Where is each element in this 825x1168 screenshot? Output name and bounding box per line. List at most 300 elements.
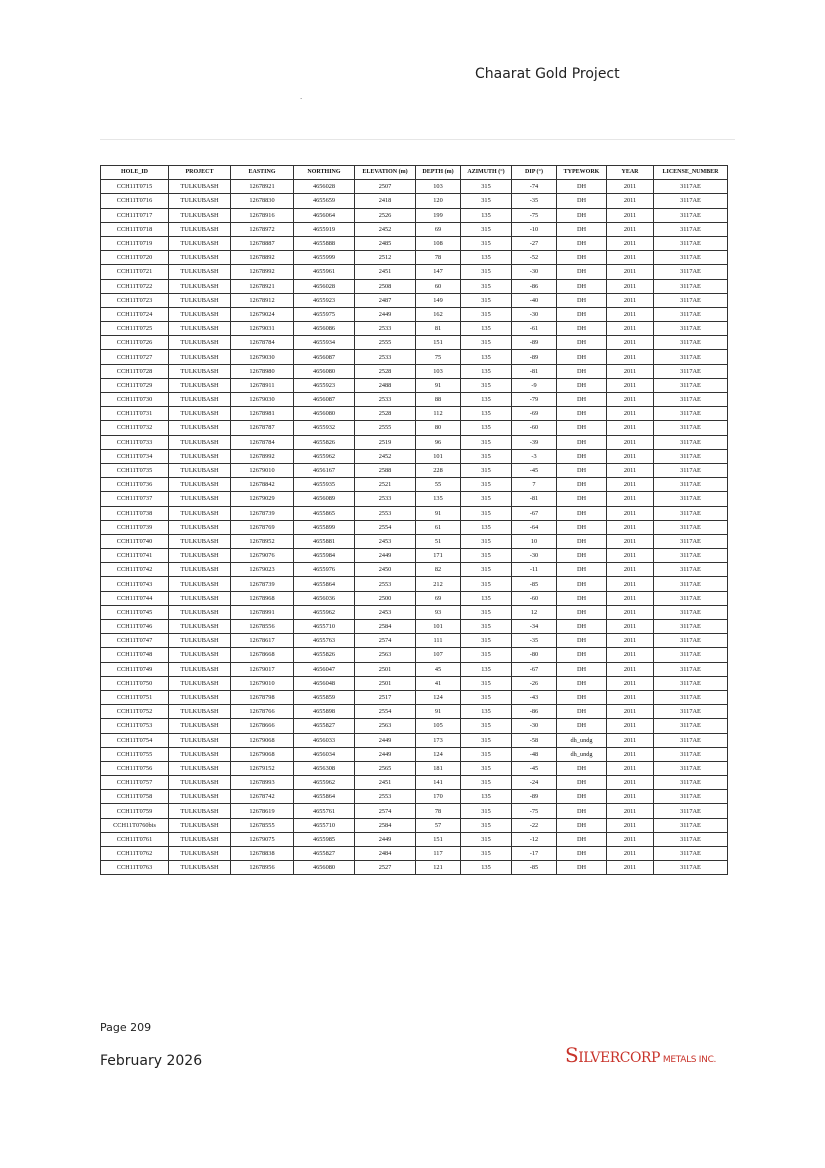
table-cell: CCH11T0726 (101, 336, 169, 350)
table-row (101, 832, 728, 846)
table-cell: 3117AE (654, 435, 728, 449)
table-cell: 12 (512, 605, 557, 619)
table-cell: 170 (416, 790, 461, 804)
table-cell: CCH11T0763 (101, 861, 169, 875)
table-cell: TULKUBASH (169, 861, 231, 875)
table-cell: CCH11T0743 (101, 577, 169, 591)
table-cell: TULKUBASH (169, 705, 231, 719)
table-cell: 315 (461, 463, 512, 477)
table-row (101, 776, 728, 790)
table-cell: CCH11T0728 (101, 364, 169, 378)
table-cell: 3117AE (654, 322, 728, 336)
table-cell: DH (557, 463, 607, 477)
table-cell: 2011 (607, 322, 654, 336)
table-row (101, 449, 728, 463)
page-number: Page 209 (100, 1021, 152, 1034)
table-cell: 2584 (355, 818, 416, 832)
table-cell: TULKUBASH (169, 605, 231, 619)
table-cell: DH (557, 350, 607, 364)
table-cell: 3117AE (654, 705, 728, 719)
table-cell: DH (557, 421, 607, 435)
table-cell: 3117AE (654, 577, 728, 591)
table-cell: 2011 (607, 350, 654, 364)
table-cell: TULKUBASH (169, 322, 231, 336)
table-cell: 4655865 (294, 506, 355, 520)
table-cell: 12678921 (231, 180, 294, 194)
table-cell: CCH11T0761 (101, 832, 169, 846)
table-cell: 3117AE (654, 761, 728, 775)
table-cell: 12678992 (231, 265, 294, 279)
table-cell: 2588 (355, 463, 416, 477)
table-cell: 4655985 (294, 832, 355, 846)
table-row (101, 520, 728, 534)
table-cell: TULKUBASH (169, 492, 231, 506)
table-cell: 2452 (355, 449, 416, 463)
table-cell: 3117AE (654, 591, 728, 605)
table-row (101, 705, 728, 719)
table-cell: 12678830 (231, 194, 294, 208)
table-cell: 78 (416, 251, 461, 265)
table-cell: 12678742 (231, 790, 294, 804)
table-row (101, 265, 728, 279)
table-cell: 2533 (355, 393, 416, 407)
table-cell: 2011 (607, 705, 654, 719)
table-cell: 3117AE (654, 662, 728, 676)
table-cell: 2011 (607, 307, 654, 321)
table-cell: TULKUBASH (169, 208, 231, 222)
table-cell: 2011 (607, 407, 654, 421)
table-cell: 81 (416, 322, 461, 336)
table-cell: 2485 (355, 236, 416, 250)
table-cell: 12678981 (231, 407, 294, 421)
table-cell: -17 (512, 847, 557, 861)
table-cell: DH (557, 208, 607, 222)
table-cell: TULKUBASH (169, 180, 231, 194)
table-cell: 12678556 (231, 620, 294, 634)
table-cell: 4656086 (294, 322, 355, 336)
table-cell: 4655827 (294, 847, 355, 861)
table-cell: CCH11T0727 (101, 350, 169, 364)
table-cell: DH (557, 832, 607, 846)
table-cell: TULKUBASH (169, 776, 231, 790)
table-cell: 199 (416, 208, 461, 222)
table-cell: -60 (512, 421, 557, 435)
table-cell: 151 (416, 336, 461, 350)
column-header: ELEVATION (m) (355, 166, 416, 180)
table-cell: 228 (416, 463, 461, 477)
table-cell: CCH11T0747 (101, 634, 169, 648)
table-cell: 12678784 (231, 336, 294, 350)
table-cell: 2517 (355, 690, 416, 704)
table-cell: 3117AE (654, 790, 728, 804)
table-cell: 315 (461, 563, 512, 577)
table-cell: 315 (461, 236, 512, 250)
table-row (101, 194, 728, 208)
silvercorp-logo (565, 1043, 716, 1067)
table-cell: -79 (512, 393, 557, 407)
table-cell: 2011 (607, 336, 654, 350)
table-cell: 3117AE (654, 336, 728, 350)
table-row (101, 236, 728, 250)
table-cell: 117 (416, 847, 461, 861)
table-row (101, 350, 728, 364)
table-cell: 2533 (355, 350, 416, 364)
table-cell: 2563 (355, 719, 416, 733)
table-cell: 3117AE (654, 279, 728, 293)
table-cell: 4655826 (294, 648, 355, 662)
table-row (101, 591, 728, 605)
table-row (101, 407, 728, 421)
table-cell: 4655881 (294, 534, 355, 548)
table-body (101, 180, 728, 875)
table-cell: 12678668 (231, 648, 294, 662)
page-header-title: Chaarat Gold Project (475, 66, 620, 82)
table-cell: TULKUBASH (169, 478, 231, 492)
table-cell: 2011 (607, 520, 654, 534)
table-cell: 2533 (355, 322, 416, 336)
table-cell: 12678798 (231, 690, 294, 704)
table-cell: 4656028 (294, 180, 355, 194)
table-cell: CCH11T0736 (101, 478, 169, 492)
table-row (101, 605, 728, 619)
table-cell: 2011 (607, 747, 654, 761)
table-cell: 69 (416, 591, 461, 605)
table-cell: 4655710 (294, 818, 355, 832)
table-cell: 2011 (607, 662, 654, 676)
table-cell: TULKUBASH (169, 506, 231, 520)
table-cell: 3117AE (654, 421, 728, 435)
table-cell: CCH11T0719 (101, 236, 169, 250)
table-cell: 3117AE (654, 492, 728, 506)
table-cell: -35 (512, 634, 557, 648)
table-cell: -35 (512, 194, 557, 208)
table-cell: TULKUBASH (169, 421, 231, 435)
table-cell: -85 (512, 577, 557, 591)
table-cell: 88 (416, 393, 461, 407)
table-cell: -34 (512, 620, 557, 634)
table-cell: TULKUBASH (169, 620, 231, 634)
table-cell: TULKUBASH (169, 336, 231, 350)
table-cell: 2507 (355, 180, 416, 194)
table-cell: DH (557, 435, 607, 449)
table-cell: -67 (512, 662, 557, 676)
table-cell: DH (557, 492, 607, 506)
table-cell: 61 (416, 520, 461, 534)
table-cell: TULKUBASH (169, 194, 231, 208)
table-cell: TULKUBASH (169, 222, 231, 236)
table-row (101, 676, 728, 690)
table-cell: DH (557, 662, 607, 676)
table-cell: -52 (512, 251, 557, 265)
table-cell: 2011 (607, 733, 654, 747)
table-cell: TULKUBASH (169, 307, 231, 321)
table-cell: DH (557, 690, 607, 704)
table-cell: 2553 (355, 790, 416, 804)
table-cell: 2555 (355, 421, 416, 435)
table-cell: 12678916 (231, 208, 294, 222)
table-cell: 315 (461, 194, 512, 208)
table-cell: 2449 (355, 747, 416, 761)
table-cell: TULKUBASH (169, 733, 231, 747)
table-cell: DH (557, 322, 607, 336)
table-cell: 4656308 (294, 761, 355, 775)
table-cell: 112 (416, 407, 461, 421)
table-row (101, 322, 728, 336)
table-cell: 12679023 (231, 563, 294, 577)
table-cell: -3 (512, 449, 557, 463)
table-cell: 2011 (607, 761, 654, 775)
table-cell: 3117AE (654, 563, 728, 577)
table-cell: -30 (512, 265, 557, 279)
table-row (101, 364, 728, 378)
table-cell: DH (557, 222, 607, 236)
table-cell: -81 (512, 364, 557, 378)
table-cell: 2011 (607, 265, 654, 279)
table-cell: 12679017 (231, 662, 294, 676)
table-cell: 315 (461, 435, 512, 449)
table-row (101, 577, 728, 591)
table-cell: 315 (461, 648, 512, 662)
table-cell: TULKUBASH (169, 634, 231, 648)
table-cell: DH (557, 307, 607, 321)
table-row (101, 463, 728, 477)
table-cell: -58 (512, 733, 557, 747)
table-cell: 3117AE (654, 449, 728, 463)
table-cell: 135 (461, 350, 512, 364)
table-cell: 135 (461, 861, 512, 875)
table-cell: -22 (512, 818, 557, 832)
table-row (101, 251, 728, 265)
table-cell: 3117AE (654, 847, 728, 861)
table-cell: 315 (461, 492, 512, 506)
table-cell: 135 (461, 662, 512, 676)
table-cell: 2011 (607, 861, 654, 875)
table-cell: CCH11T0722 (101, 279, 169, 293)
table-cell: 4656087 (294, 393, 355, 407)
table-cell: CCH11T0718 (101, 222, 169, 236)
table-cell: 2449 (355, 733, 416, 747)
table-cell: 2451 (355, 776, 416, 790)
column-header: NORTHING (294, 166, 355, 180)
table-cell: 4655710 (294, 620, 355, 634)
table-cell: 57 (416, 818, 461, 832)
table-cell: DH (557, 194, 607, 208)
table-header-row (101, 166, 728, 180)
table-cell: TULKUBASH (169, 847, 231, 861)
table-cell: 4656087 (294, 350, 355, 364)
table-cell: 315 (461, 733, 512, 747)
table-cell: 3117AE (654, 180, 728, 194)
table-cell: 4655923 (294, 293, 355, 307)
table-row (101, 648, 728, 662)
table-cell: CCH11T0725 (101, 322, 169, 336)
table-cell: -61 (512, 322, 557, 336)
table-cell: 2011 (607, 534, 654, 548)
report-date: February 2026 (100, 1053, 203, 1069)
table-cell: 315 (461, 293, 512, 307)
table-cell: 3117AE (654, 520, 728, 534)
table-cell: 4655999 (294, 251, 355, 265)
table-cell: 3117AE (654, 690, 728, 704)
table-cell: -60 (512, 591, 557, 605)
column-header: TYPEWORK (557, 166, 607, 180)
table-cell: 2011 (607, 591, 654, 605)
table-row (101, 733, 728, 747)
table-cell: 3117AE (654, 676, 728, 690)
table-cell: 3117AE (654, 549, 728, 563)
table-cell: 4655864 (294, 577, 355, 591)
table-cell: DH (557, 577, 607, 591)
table-cell: 12678887 (231, 236, 294, 250)
logo-subtitle: METALS INC. (662, 1055, 717, 1065)
table-cell: 12678912 (231, 293, 294, 307)
table-cell: 12678838 (231, 847, 294, 861)
table-cell: 3117AE (654, 222, 728, 236)
table-cell: 12679068 (231, 733, 294, 747)
table-row (101, 747, 728, 761)
table-cell: CCH11T0760bis (101, 818, 169, 832)
table-cell: 2011 (607, 832, 654, 846)
table-cell: 2453 (355, 605, 416, 619)
table-cell: -69 (512, 407, 557, 421)
table-cell: 12678952 (231, 534, 294, 548)
table-cell: CCH11T0729 (101, 378, 169, 392)
table-cell: 2011 (607, 393, 654, 407)
table-cell: CCH11T0758 (101, 790, 169, 804)
table-cell: 141 (416, 776, 461, 790)
table-cell: CCH11T0730 (101, 393, 169, 407)
table-cell: 315 (461, 549, 512, 563)
table-cell: 2011 (607, 222, 654, 236)
table-cell: 2553 (355, 577, 416, 591)
logo-initial: S (565, 1043, 579, 1067)
table-cell: TULKUBASH (169, 534, 231, 548)
table-cell: DH (557, 648, 607, 662)
table-cell: 2011 (607, 776, 654, 790)
table-cell: 101 (416, 620, 461, 634)
table-cell: DH (557, 236, 607, 250)
table-cell: DH (557, 620, 607, 634)
table-cell: TULKUBASH (169, 251, 231, 265)
table-cell: TULKUBASH (169, 662, 231, 676)
table-cell: 2501 (355, 676, 416, 690)
table-cell: 2508 (355, 279, 416, 293)
table-cell: 12678991 (231, 605, 294, 619)
table-cell: 4655962 (294, 605, 355, 619)
table-cell: 2011 (607, 563, 654, 577)
table-cell: 2011 (607, 492, 654, 506)
table-cell: 12678787 (231, 421, 294, 435)
table-cell: DH (557, 605, 607, 619)
table-cell: -48 (512, 747, 557, 761)
table-cell: 4656033 (294, 733, 355, 747)
table-cell: -11 (512, 563, 557, 577)
table-cell: CCH11T0716 (101, 194, 169, 208)
table-cell: CCH11T0721 (101, 265, 169, 279)
table-cell: 3117AE (654, 364, 728, 378)
table-cell: CCH11T0715 (101, 180, 169, 194)
table-cell: 4655976 (294, 563, 355, 577)
table-cell: 101 (416, 449, 461, 463)
table-cell: CCH11T0732 (101, 421, 169, 435)
table-cell: 4656028 (294, 279, 355, 293)
table-cell: 2449 (355, 832, 416, 846)
table-cell: -30 (512, 719, 557, 733)
table-row (101, 222, 728, 236)
table-cell: 2011 (607, 676, 654, 690)
table-cell: 2500 (355, 591, 416, 605)
table-cell: 12679031 (231, 322, 294, 336)
table-cell: 4655962 (294, 449, 355, 463)
table-row (101, 506, 728, 520)
table-cell: DH (557, 293, 607, 307)
table-cell: CCH11T0755 (101, 747, 169, 761)
table-cell: CCH11T0724 (101, 307, 169, 321)
table-row (101, 208, 728, 222)
table-cell: 4656048 (294, 676, 355, 690)
table-cell: 4655984 (294, 549, 355, 563)
table-row (101, 620, 728, 634)
table-row (101, 790, 728, 804)
table-cell: TULKUBASH (169, 364, 231, 378)
table-cell: 41 (416, 676, 461, 690)
table-cell: 2011 (607, 634, 654, 648)
table-cell: 4655962 (294, 776, 355, 790)
table-cell: -64 (512, 520, 557, 534)
table-cell: TULKUBASH (169, 761, 231, 775)
table-cell: 2011 (607, 648, 654, 662)
table-cell: -86 (512, 705, 557, 719)
table-cell: 135 (461, 251, 512, 265)
table-cell: 80 (416, 421, 461, 435)
table-cell: TULKUBASH (169, 449, 231, 463)
table-row (101, 634, 728, 648)
table-row (101, 861, 728, 875)
table-cell: CCH11T0740 (101, 534, 169, 548)
table-cell: 111 (416, 634, 461, 648)
table-cell: 2011 (607, 180, 654, 194)
table-cell: CCH11T0744 (101, 591, 169, 605)
table-cell: 4655827 (294, 719, 355, 733)
table-cell: 12679068 (231, 747, 294, 761)
table-cell: 2011 (607, 435, 654, 449)
table-cell: DH (557, 407, 607, 421)
table-cell: -75 (512, 804, 557, 818)
table-row (101, 662, 728, 676)
table-row (101, 818, 728, 832)
table-cell: 4655659 (294, 194, 355, 208)
table-cell: 4656089 (294, 492, 355, 506)
table-cell: 4655923 (294, 378, 355, 392)
column-header: HOLE_ID (101, 166, 169, 180)
table-cell: 315 (461, 620, 512, 634)
table-cell: DH (557, 393, 607, 407)
table-cell: 3117AE (654, 407, 728, 421)
table-cell: -75 (512, 208, 557, 222)
table-cell: TULKUBASH (169, 435, 231, 449)
table-cell: 2011 (607, 620, 654, 634)
table-cell: 3117AE (654, 804, 728, 818)
table-cell: 96 (416, 435, 461, 449)
table-cell: 12679010 (231, 463, 294, 477)
table-cell: -24 (512, 776, 557, 790)
table-cell: 3117AE (654, 605, 728, 619)
table-cell: 12679075 (231, 832, 294, 846)
table-cell: 2574 (355, 804, 416, 818)
table-cell: TULKUBASH (169, 378, 231, 392)
table-cell: TULKUBASH (169, 818, 231, 832)
table-cell: 12678921 (231, 279, 294, 293)
